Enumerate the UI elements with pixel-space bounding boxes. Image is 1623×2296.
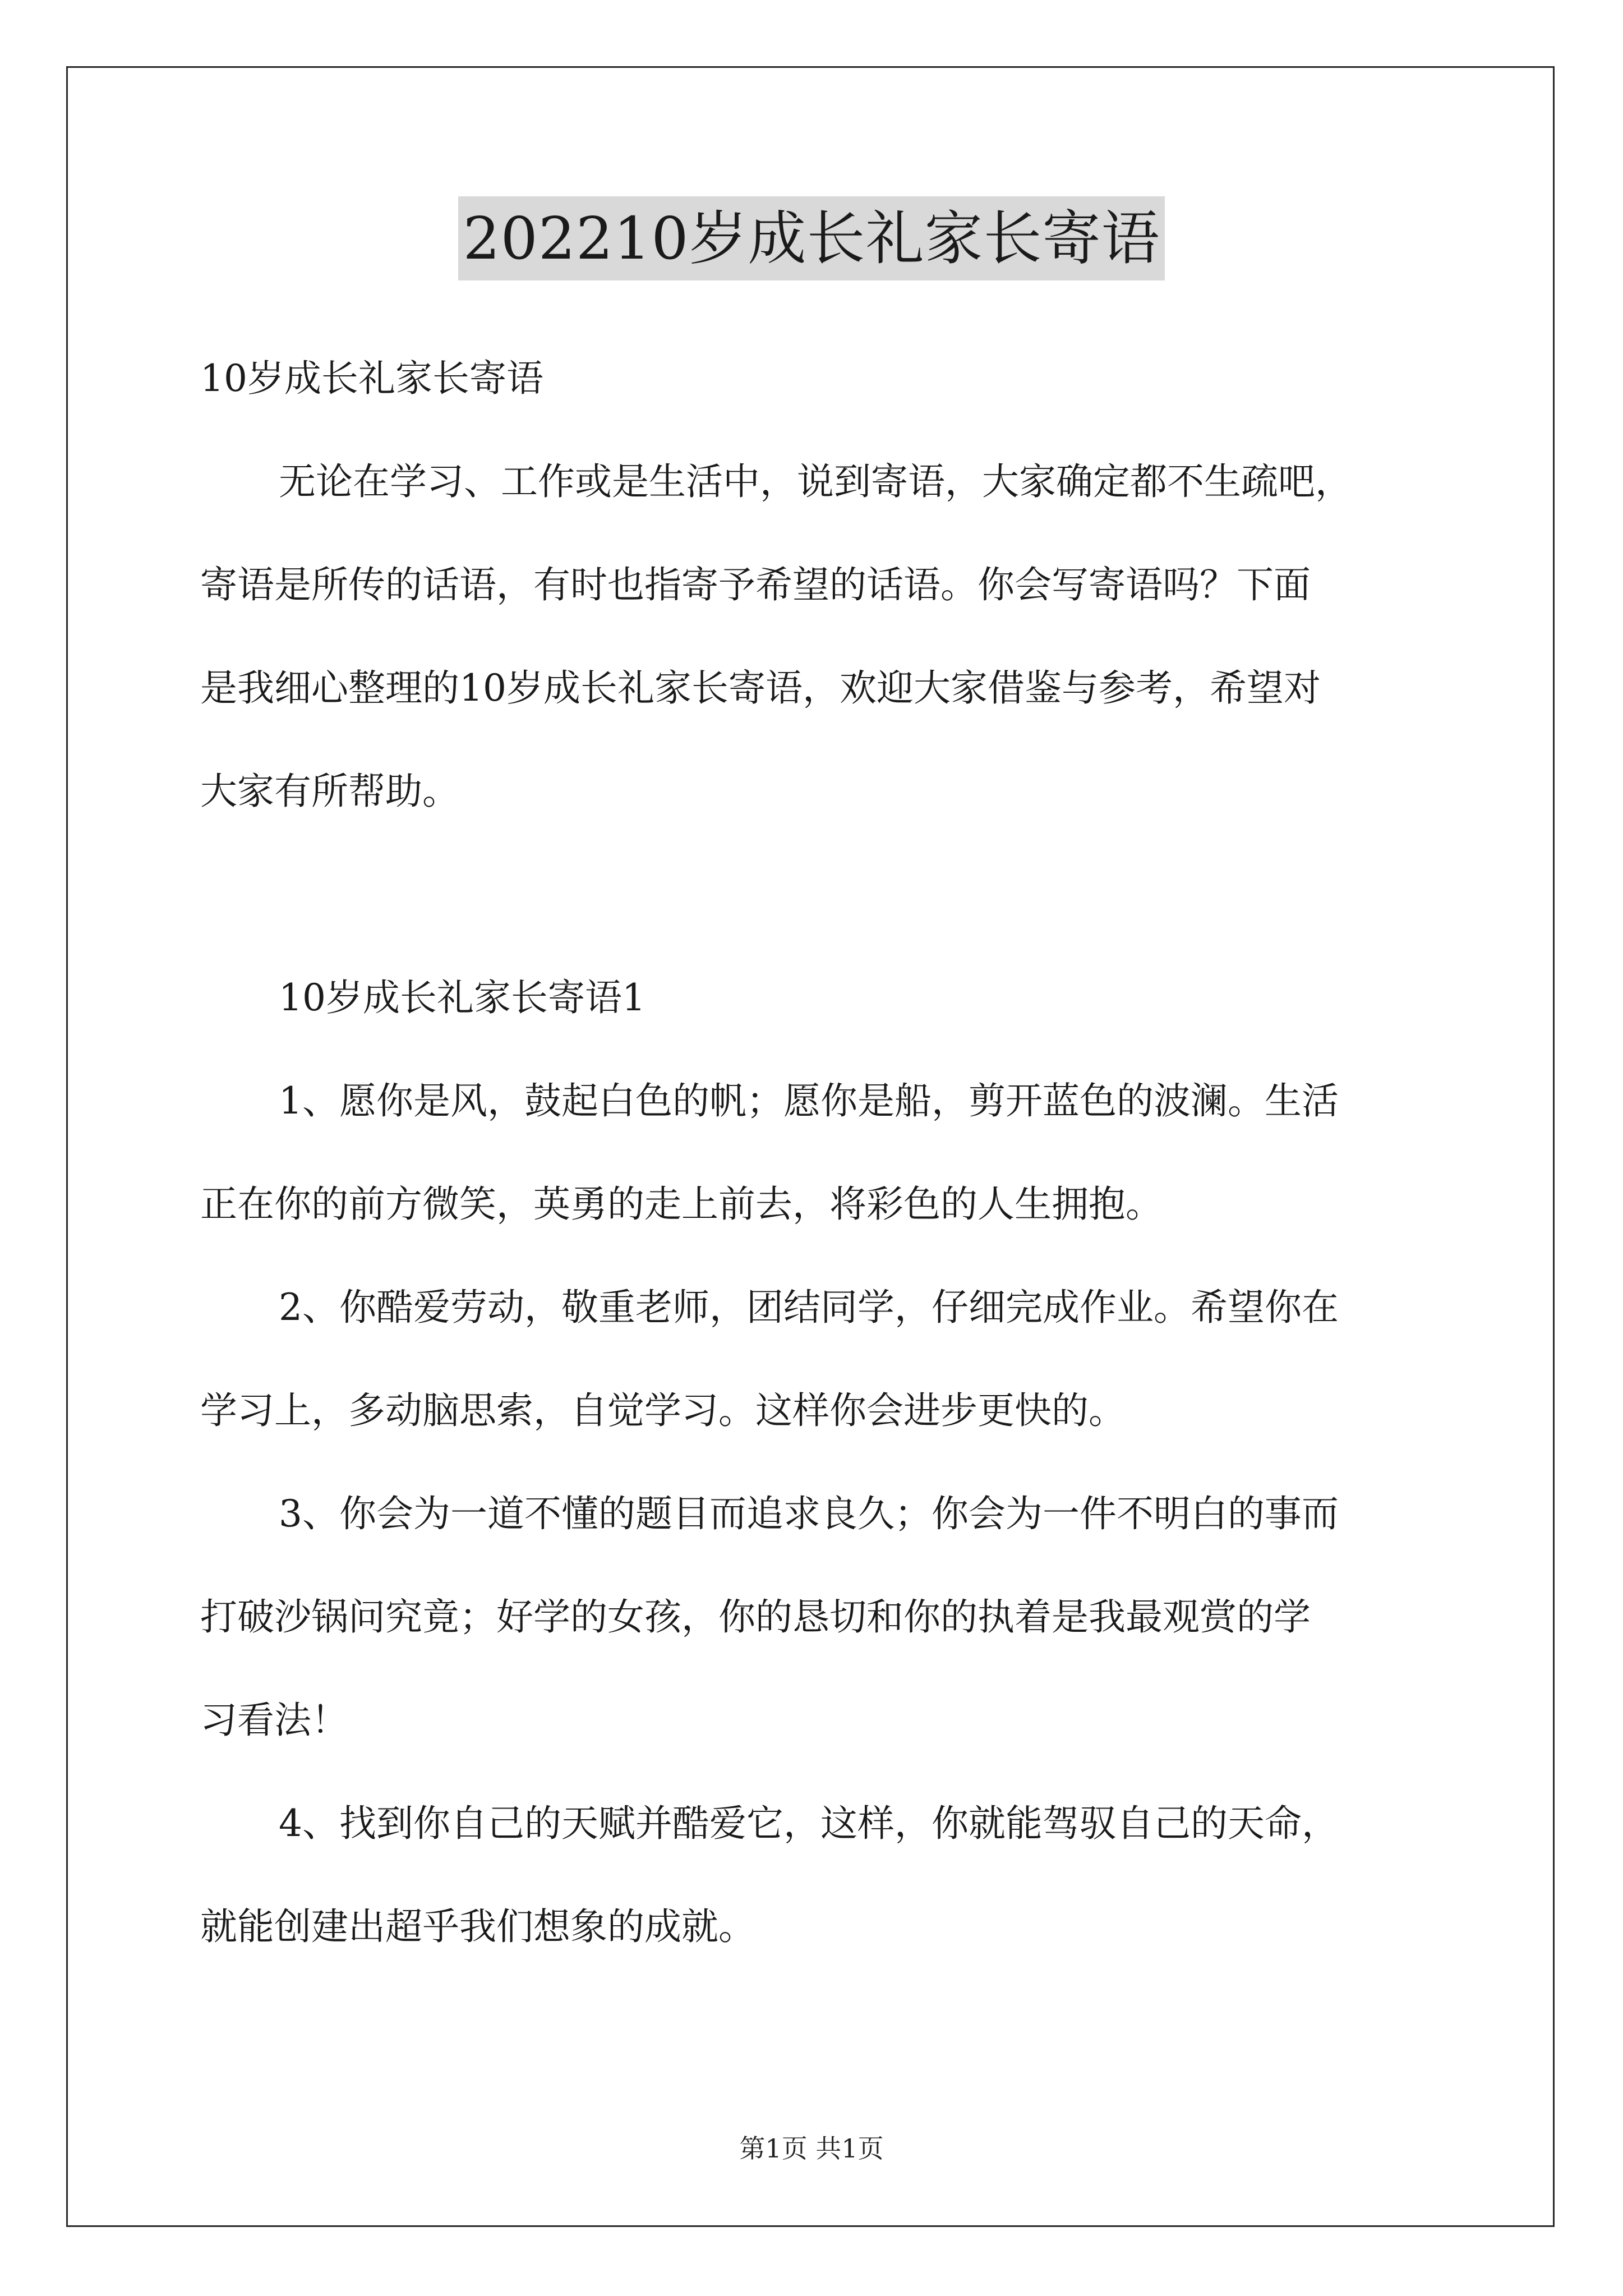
section-heading: 10岁成长礼家长寄语1 (279, 976, 645, 1019)
document-body (200, 342, 1428, 1994)
intro-line: 无论在学习、工作或是生活中，说到寄语，大家确定都不生疏吧， (279, 460, 1352, 503)
intro-line: 大家有所帮助。 (200, 770, 459, 813)
item-line: 就能创建出超乎我们想象的成就。 (200, 1905, 755, 1948)
item-line: 3、你会为一道不懂的题目而追求良久；你会为一件不明白的事而 (279, 1492, 1339, 1535)
subtitle: 10岁成长礼家长寄语 (200, 357, 543, 400)
intro-line: 寄语是所传的话语，有时也指寄予希望的话语。你会写寄语吗？下面 (200, 563, 1311, 606)
item-line: 1、愿你是风，鼓起白色的帆；愿你是船，剪开蓝色的波澜。生活 (279, 1079, 1339, 1122)
item-line: 4、找到你自己的天赋并酷爱它，这样，你就能驾驭自己的天命， (279, 1802, 1339, 1845)
page-footer: 第1页 共1页 (739, 2133, 884, 2164)
item-line: 正在你的前方微笑，英勇的走上前去，将彩色的人生拥抱。 (200, 1182, 1163, 1226)
paragraph-spacer (200, 858, 1428, 961)
document-title-text: 202210岁成长礼家长寄语 (458, 196, 1164, 280)
item-line: 习看法！ (200, 1699, 348, 1742)
document-title (0, 196, 1623, 280)
item-line: 打破沙锅问究竟；好学的女孩，你的恳切和你的执着是我最观赏的学 (200, 1595, 1311, 1639)
intro-line: 是我细心整理的10岁成长礼家长寄语，欢迎大家借鉴与参考，希望对 (200, 666, 1321, 710)
item-line: 学习上，多动脑思索，自觉学习。这样你会进步更快的。 (200, 1389, 1126, 1432)
item-line: 2、你酷爱劳动，敬重老师，团结同学，仔细完成作业。希望你在 (279, 1286, 1339, 1329)
